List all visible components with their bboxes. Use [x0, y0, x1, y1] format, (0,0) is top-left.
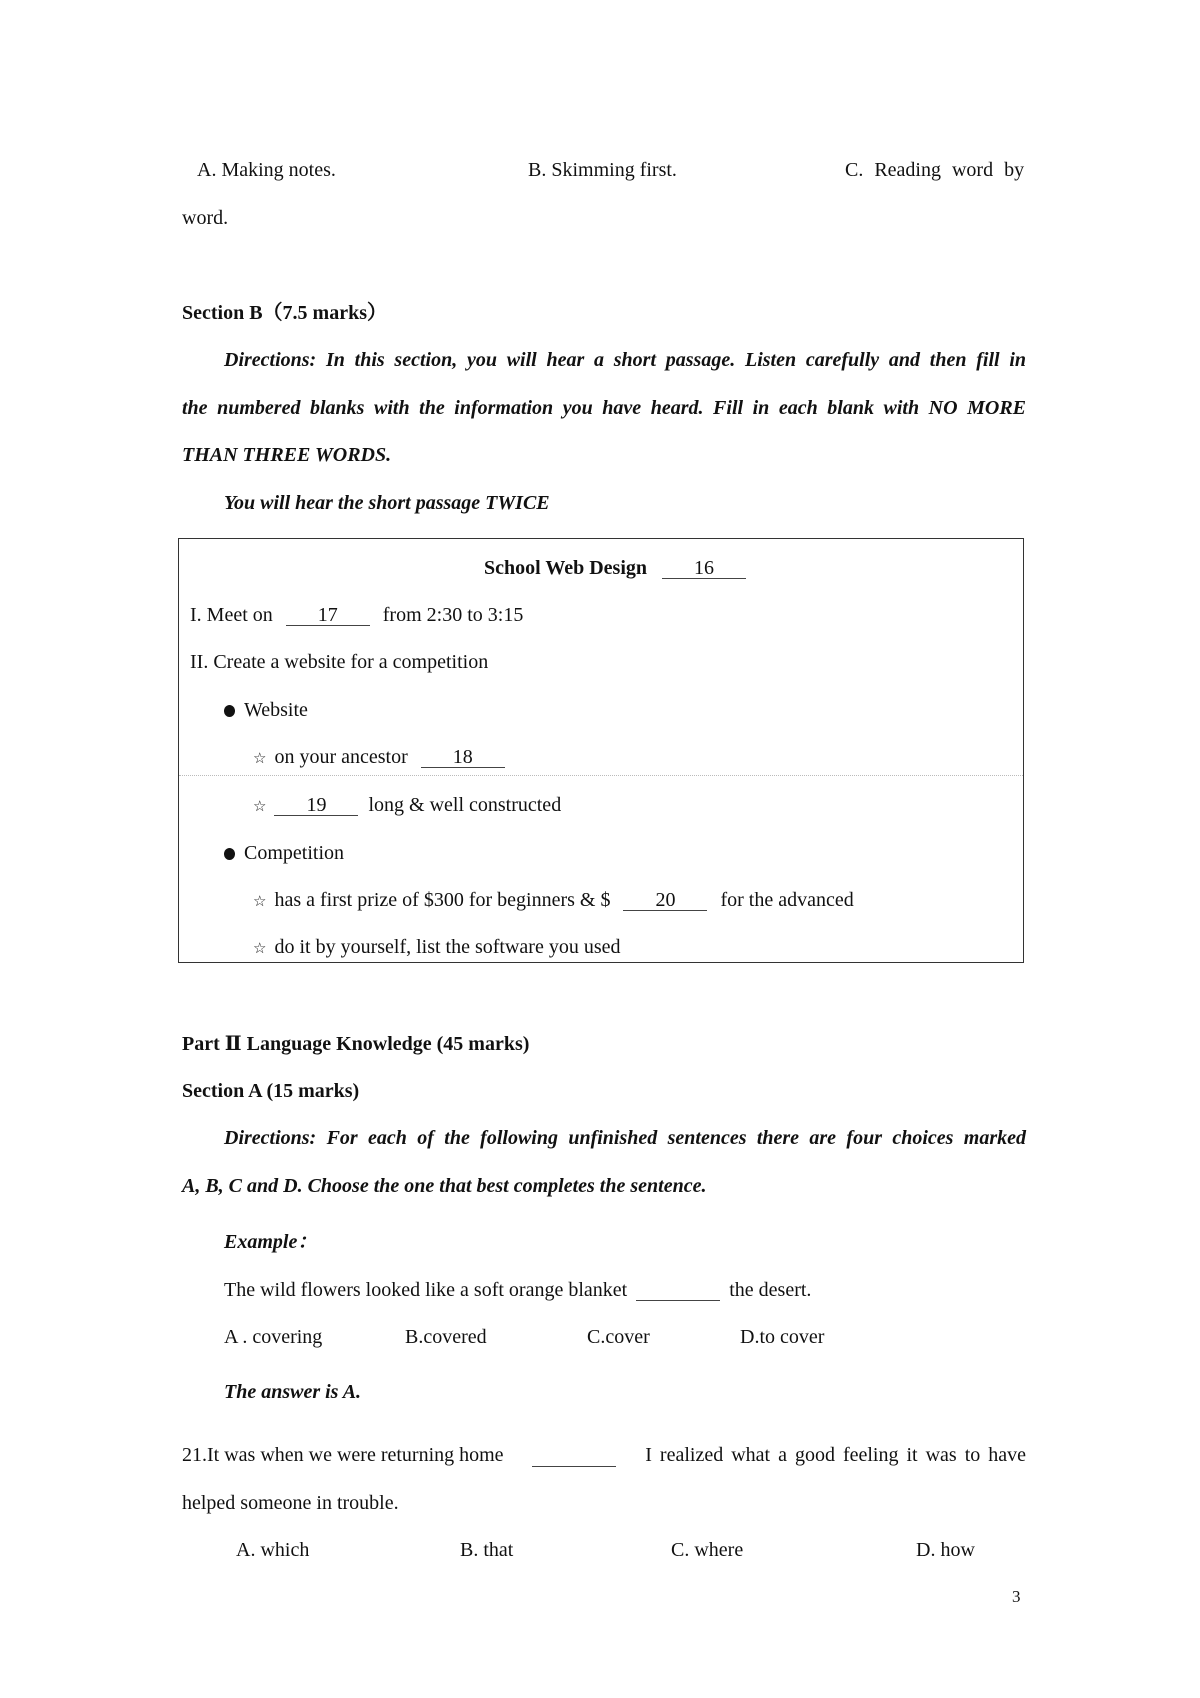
prize-row — [253, 888, 854, 913]
diy-row — [253, 935, 621, 960]
part-ii-heading: Part Ⅱ Language Knowledge (45 marks) — [182, 1033, 530, 1055]
question-21-option-b[interactable]: B. that — [460, 1539, 514, 1561]
option-c-continuation: word. — [182, 207, 229, 229]
question-21-option-a[interactable]: A. which — [236, 1539, 310, 1561]
example-option-d: D.to cover — [740, 1326, 825, 1348]
option-c-reading-word-by-word: C. Reading word by — [845, 159, 1025, 181]
prize-advanced-label: for the advanced — [720, 889, 854, 911]
example-option-b: B.covered — [405, 1326, 487, 1348]
listen-twice-note: You will hear the short passage TWICE — [224, 492, 550, 514]
constructed-label: long & well constructed — [368, 794, 562, 816]
question-21-start: 21.It was when we were returning home — [182, 1444, 504, 1466]
example-label: Example： — [224, 1231, 318, 1253]
ancestor-row — [253, 745, 505, 770]
example-option-c: C.cover — [587, 1326, 650, 1348]
meet-row — [190, 603, 523, 627]
competition-bullet-row — [224, 841, 344, 865]
bullet-icon — [224, 705, 235, 717]
section-b-heading: Section B（7.5 marks） — [182, 302, 387, 324]
dotted-separator — [179, 775, 1023, 776]
section-b-directions-line-3: THAN THREE WORDS. — [182, 444, 392, 466]
example-sentence — [224, 1278, 811, 1302]
notes-title-row — [484, 556, 746, 580]
example-sentence-start: The wild flowers looked like a soft orange blanket — [224, 1279, 628, 1301]
star-icon: ☆ — [253, 892, 267, 910]
bullet-icon — [224, 848, 235, 860]
blank-19[interactable]: 19 — [274, 795, 358, 816]
constructed-row — [253, 793, 561, 818]
blank-20[interactable]: 20 — [623, 890, 707, 911]
question-21-line-1 — [182, 1443, 1026, 1467]
competition-heading: Competition — [244, 842, 344, 864]
option-a-making-notes: A. Making notes. — [197, 159, 336, 181]
ancestor-label: on your ancestor — [274, 746, 408, 768]
section-a-directions-line-2: A, B, C and D. Choose the one that best completes the sentence. — [182, 1175, 707, 1197]
website-heading: Website — [244, 699, 308, 721]
blank-18[interactable]: 18 — [421, 747, 505, 768]
blank-16[interactable]: 16 — [662, 558, 746, 579]
question-21-option-d[interactable]: D. how — [916, 1539, 975, 1561]
question-21-option-c[interactable]: C. where — [671, 1539, 744, 1561]
section-b-directions-line-1: Directions: In this section, you will hear a short passage. Listen carefully and then fill in — [224, 349, 1026, 371]
create-website-row: II. Create a website for a competition — [190, 651, 489, 673]
example-answer: The answer is A. — [224, 1381, 362, 1403]
option-b-skimming-first: B. Skimming first. — [528, 159, 677, 181]
diy-label: do it by yourself, list the software you used — [274, 936, 621, 958]
star-icon: ☆ — [253, 797, 267, 815]
example-blank — [636, 1280, 720, 1301]
section-b-directions-line-2: the numbered blanks with the information you have heard. Fill in each blank with NO MORE — [182, 397, 1026, 419]
star-icon: ☆ — [253, 939, 267, 957]
blank-17[interactable]: 17 — [286, 605, 370, 626]
question-21-line-2: helped someone in trouble. — [182, 1492, 399, 1514]
question-21-blank[interactable] — [532, 1443, 616, 1467]
prize-label: has a first prize of $300 for beginners & $ — [274, 889, 611, 911]
example-option-a: A . covering — [224, 1326, 323, 1348]
section-a-directions-line-1: Directions: For each of the following unfinished sentences there are four choices marked — [224, 1127, 1026, 1149]
question-21-end: I realized what a good feeling it was to have — [645, 1444, 1026, 1466]
section-a-heading: Section A (15 marks) — [182, 1080, 360, 1102]
website-bullet-row — [224, 698, 308, 722]
notes-title: School Web Design — [484, 557, 647, 579]
example-sentence-end: the desert. — [729, 1279, 812, 1301]
page-number: 3 — [1012, 1587, 1021, 1606]
star-icon: ☆ — [253, 749, 267, 767]
meet-time: from 2:30 to 3:15 — [382, 604, 524, 626]
meet-label: I. Meet on — [190, 604, 273, 626]
